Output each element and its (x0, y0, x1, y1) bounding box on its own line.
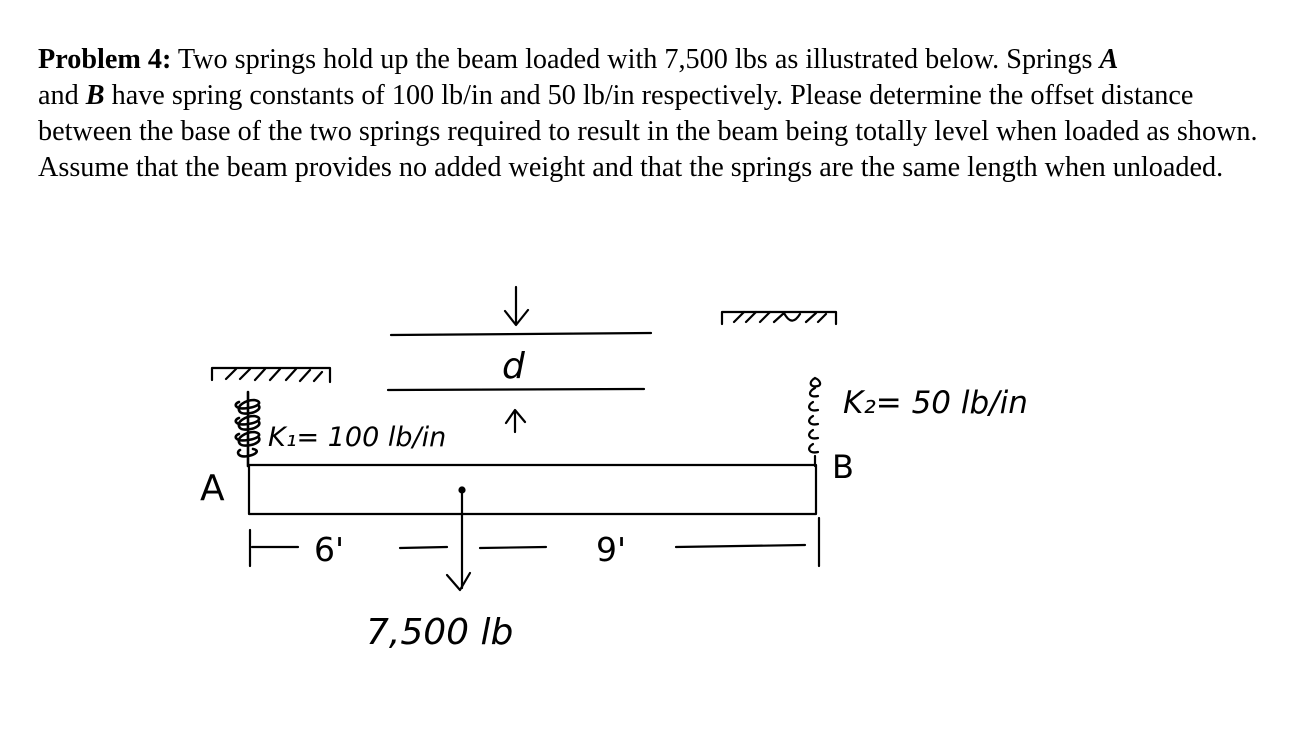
offset-d-label: d (502, 346, 525, 387)
spring-a-ref: A (1099, 44, 1119, 75)
problem-text-2a: and (38, 80, 86, 111)
label-a: A (200, 468, 225, 509)
load-label: 7,500 lb (366, 612, 514, 653)
dim-right-label: 9' (596, 530, 627, 569)
right-spring (809, 378, 820, 466)
problem-text-2b: have spring constants of 100 lb/in and 50 lb/in respectively. Please determine the offset distance between the base of the two springs required to result in the beam being totally level when loaded as shown. Assume that the beam provides no added weight and that the springs are the same length when unloaded. (38, 80, 1258, 183)
problem-label: Problem 4: (38, 44, 172, 75)
problem-text-1: Two springs hold up the beam loaded with 7,500 lbs as illustrated below. Springs (171, 44, 1100, 75)
right-support (722, 312, 836, 324)
dim-left-label: 6' (314, 530, 345, 569)
k1-label: K₁= 100 lb/in (268, 422, 447, 453)
beam (249, 465, 816, 514)
k2-label: K₂= 50 lb/in (843, 385, 1028, 421)
left-support (212, 368, 330, 382)
load-arrow (447, 488, 470, 591)
label-b: B (832, 448, 854, 486)
left-spring (236, 392, 260, 466)
spring-b-ref: B (85, 80, 105, 111)
